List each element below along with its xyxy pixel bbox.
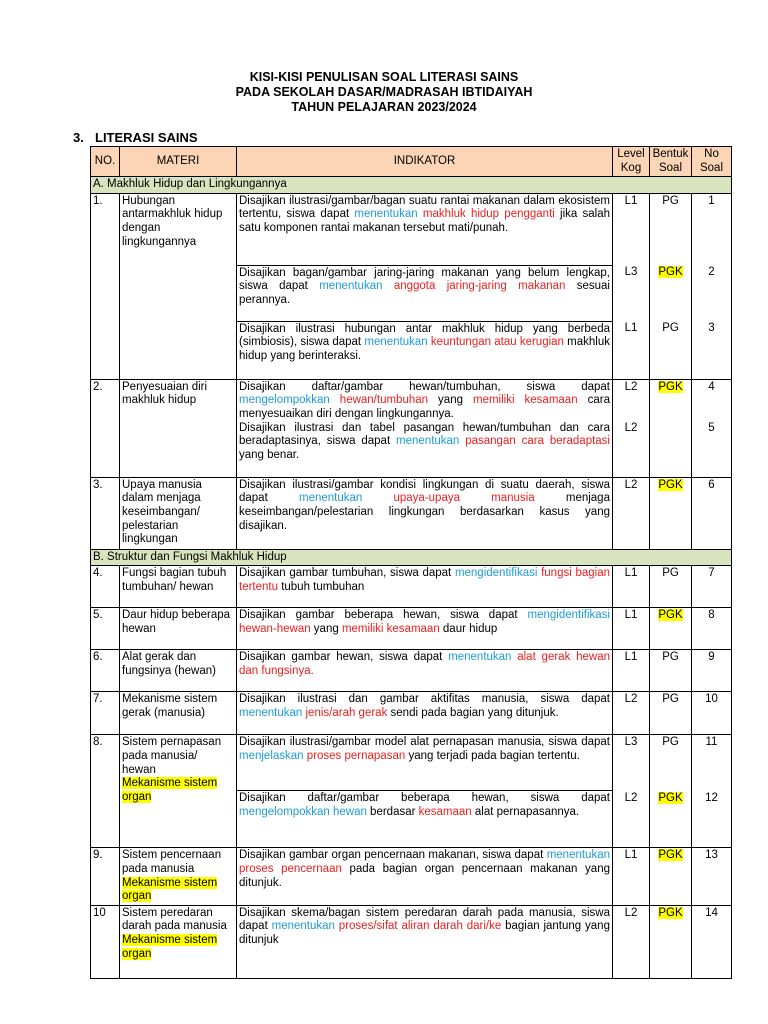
row-materi: Upaya manusia dalam menjaga keseimbangan/ pelestarian lingkungan — [120, 477, 237, 549]
col-header-bentuk: Bentuk Soal — [650, 147, 692, 177]
row-bentuk: PG — [650, 193, 692, 265]
row-indikator: Disajikan ilustrasi/gambar model alat pernapasan manusia, siswa dapat menjelaskan proses pernapasan yang terjadi pada bagian tertentu. — [237, 735, 613, 791]
row-indikator: Disajikan ilustrasi/gambar/bagan suatu rantai makanan dalam ekosistem tertentu, siswa dapat menentukan makhluk hidup pengganti jika salah satu komponen rantai makanan tersebut mati/punah. — [237, 193, 613, 265]
row-nosoal: 7 — [692, 566, 732, 608]
table-row — [91, 193, 732, 265]
row-no: 10 — [91, 905, 120, 978]
table-row — [91, 735, 732, 791]
row-level: L1 — [613, 321, 650, 379]
row-level: L1 — [613, 650, 650, 692]
row-level: L1 — [613, 566, 650, 608]
table-row — [91, 650, 732, 692]
row-bentuk — [650, 791, 692, 848]
row-level: L3 — [613, 735, 650, 791]
row-indikator: Disajikan gambar organ pencernaan makanan, siswa dapat menentukan proses pencernaan pada bagian organ pencernaan makanan yang ditunjuk. — [237, 848, 613, 905]
row-nosoal: 3 — [692, 321, 732, 379]
row-materi: Hubungan antarmakhluk hidup dengan lingkungannya — [120, 193, 237, 379]
row-level: L2 — [613, 791, 650, 848]
row-materi: Sistem peredaran darah pada manusia Mekanisme sistem organ — [120, 905, 237, 978]
row-bentuk — [650, 848, 692, 905]
group-row-b — [91, 549, 732, 566]
table-row — [91, 905, 732, 978]
row-nosoal: 14 — [692, 905, 732, 978]
row-no: 2. — [91, 379, 120, 477]
row-materi: Daur hidup beberapa hewan — [120, 608, 237, 650]
group-label: A. Makhluk Hidup dan Lingkungannya — [91, 177, 732, 194]
row-no: 4. — [91, 566, 120, 608]
row-bentuk — [650, 905, 692, 978]
row-no: 8. — [91, 735, 120, 848]
doc-title-line3: TAHUN PELAJARAN 2023/2024 — [291, 100, 477, 114]
col-header-no: NO. — [91, 147, 120, 177]
section-heading — [73, 130, 198, 145]
row-indikator: Disajikan gambar hewan, siswa dapat menentukan alat gerak hewan dan fungsinya. — [237, 650, 613, 692]
row-indikator: Disajikan ilustrasi dan gambar aktifitas manusia, siswa dapat menentukan jenis/arah gerak sendi pada bagian yang ditunjuk. — [237, 692, 613, 735]
row-bentuk — [650, 608, 692, 650]
materi-highlight: Mekanisme sistem organ — [122, 777, 218, 803]
row-bentuk: PG — [650, 735, 692, 791]
row-no: 3. — [91, 477, 120, 549]
row-indikator: Disajikan bagan/gambar jaring-jaring makanan yang belum lengkap, siswa dapat menentukan anggota jaring-jaring makanan sesuai perannya. — [237, 265, 613, 321]
row-bentuk — [650, 265, 692, 321]
row-no: 1. — [91, 193, 120, 379]
row-indikator: Disajikan daftar/gambar beberapa hewan, siswa dapat mengelompokkan hewan berdasar kesamaan alat pernapasannya. — [237, 791, 613, 848]
bentuk-highlight: PGK — [658, 609, 683, 622]
col-header-level: Level Kog — [613, 147, 650, 177]
row-level: L3 — [613, 265, 650, 321]
table-header-row — [91, 147, 732, 177]
row-level: L2 — [613, 905, 650, 978]
row-nosoal: 2 — [692, 265, 732, 321]
table-row — [91, 379, 732, 477]
row-bentuk: PG — [650, 692, 692, 735]
col-header-indikator: INDIKATOR — [237, 147, 613, 177]
row-level: L2 — [613, 477, 650, 549]
row-indikator: Disajikan ilustrasi hubungan antar makhluk hidup yang berbeda (simbiosis), siswa dapat menentukan keuntungan atau kerugian makhluk hidup yang berinteraksi. — [237, 321, 613, 379]
row-nosoal: 10 — [692, 692, 732, 735]
row-nosoal: 13 — [692, 848, 732, 905]
bentuk-highlight: PGK — [658, 849, 683, 862]
row-no: 6. — [91, 650, 120, 692]
row-nosoal: 9 — [692, 650, 732, 692]
section-number: 3. — [73, 130, 84, 145]
row-nosoal: 11 — [692, 735, 732, 791]
table-row — [91, 608, 732, 650]
row-bentuk: PG — [650, 650, 692, 692]
table-row — [91, 848, 732, 905]
row-level: L2 — [613, 692, 650, 735]
bentuk-highlight: PGK — [658, 791, 683, 804]
row-level: L2 L2 — [613, 379, 650, 477]
row-indikator: Disajikan ilustrasi/gambar kondisi lingkungan di suatu daerah, siswa dapat menentukan upaya-upaya manusia menjaga keseimbangan/pelestarian lingkungan berdasarkan kasus yang disajikan. — [237, 477, 613, 549]
row-nosoal: 12 — [692, 791, 732, 848]
doc-title-line1: KISI-KISI PENULISAN SOAL LITERASI SAINS — [249, 70, 519, 84]
row-indikator: Disajikan gambar beberapa hewan, siswa dapat mengidentifikasi hewan-hewan yang memiliki kesamaan daur hidup — [237, 608, 613, 650]
doc-title-line2: PADA SEKOLAH DASAR/MADRASAH IBTIDAIYAH — [235, 85, 533, 99]
row-indikator: Disajikan daftar/gambar hewan/tumbuhan, siswa dapat mengelompokkan hewan/tumbuhan yang memiliki kesamaan cara menyesuaikan diri dengan lingkungannya. Disajikan ilustrasi dan tabel pasangan hewan/tumbuhan dan cara beradaptasinya, siswa dapat menentukan pasangan cara beradaptasi yang benar. — [237, 379, 613, 477]
bentuk-highlight: PGK — [658, 380, 683, 393]
row-materi: Alat gerak dan fungsinya (hewan) — [120, 650, 237, 692]
row-level: L1 — [613, 608, 650, 650]
row-materi: Fungsi bagian tubuh tumbuhan/ hewan — [120, 566, 237, 608]
kisi-kisi-table — [90, 146, 732, 979]
table-row — [91, 566, 732, 608]
row-nosoal: 4 5 — [692, 379, 732, 477]
table-row — [91, 477, 732, 549]
row-materi: Penyesuaian diri makhluk hidup — [120, 379, 237, 477]
row-bentuk: PG — [650, 321, 692, 379]
row-bentuk — [650, 379, 692, 477]
bentuk-highlight: PGK — [658, 266, 683, 279]
col-header-materi: MATERI — [120, 147, 237, 177]
bentuk-highlight: PGK — [658, 906, 683, 919]
row-no: 7. — [91, 692, 120, 735]
row-nosoal: 8 — [692, 608, 732, 650]
group-label: B. Struktur dan Fungsi Makhluk Hidup — [91, 549, 732, 566]
row-bentuk: PG — [650, 566, 692, 608]
col-header-nosoal: No Soal — [692, 147, 732, 177]
table-row — [91, 692, 732, 735]
row-materi: Sistem pernapasan pada manusia/ hewan Mekanisme sistem organ — [120, 735, 237, 848]
row-level: L1 — [613, 193, 650, 265]
row-bentuk — [650, 477, 692, 549]
section-title: LITERASI SAINS — [95, 130, 198, 145]
materi-highlight: Mekanisme sistem organ — [122, 876, 218, 903]
row-indikator: Disajikan skema/bagan sistem peredaran darah pada manusia, siswa dapat menentukan proses/sifat aliran darah dari/ke bagian jantung yang ditunjuk — [237, 905, 613, 978]
row-nosoal: 6 — [692, 477, 732, 549]
row-no: 5. — [91, 608, 120, 650]
row-level: L1 — [613, 848, 650, 905]
materi-highlight: Mekanisme sistem organ — [122, 933, 218, 960]
row-no: 9. — [91, 848, 120, 905]
row-nosoal: 1 — [692, 193, 732, 265]
group-row-a — [91, 177, 732, 194]
row-materi: Sistem pencernaan pada manusia Mekanisme sistem organ — [120, 848, 237, 905]
bentuk-highlight: PGK — [658, 478, 683, 491]
row-indikator: Disajikan gambar tumbuhan, siswa dapat mengidentifikasi fungsi bagian tertentu tubuh tumbuhan — [237, 566, 613, 608]
row-materi: Mekanisme sistem gerak (manusia) — [120, 692, 237, 735]
